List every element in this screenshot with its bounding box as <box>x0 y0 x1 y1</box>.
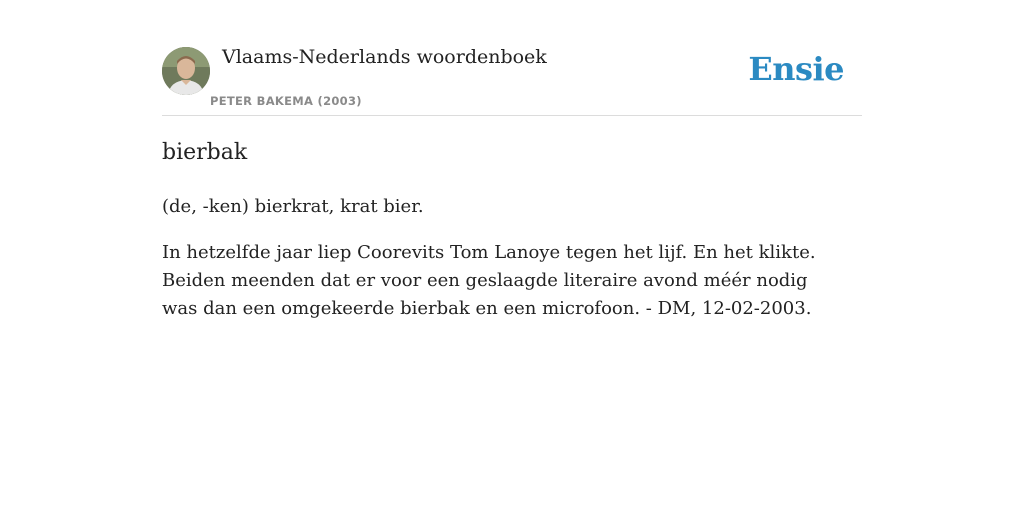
entry-card <box>162 0 862 319</box>
ensie-logo[interactable]: Ensie <box>748 50 844 88</box>
dictionary-title-link[interactable]: Vlaams-Nederlands woordenboek <box>222 46 547 68</box>
author-avatar[interactable] <box>162 47 210 95</box>
entry-word: bierbak <box>162 140 248 165</box>
author-name: PETER BAKEMA (2003) <box>210 94 362 108</box>
entry-definition: (de, -ken) bierkrat, krat bier. <box>162 196 424 217</box>
entry-header <box>162 0 862 116</box>
avatar-photo-icon <box>162 47 210 95</box>
entry-example: In hetzelfde jaar liep Coorevits Tom Lanoye tegen het lijf. En het klikte. Beiden meenden dat er voor een geslaagde literaire avond méér nodig was dan een omgekeerde bierbak en een microfoon. - DM, 12-02-2003. <box>162 242 816 319</box>
